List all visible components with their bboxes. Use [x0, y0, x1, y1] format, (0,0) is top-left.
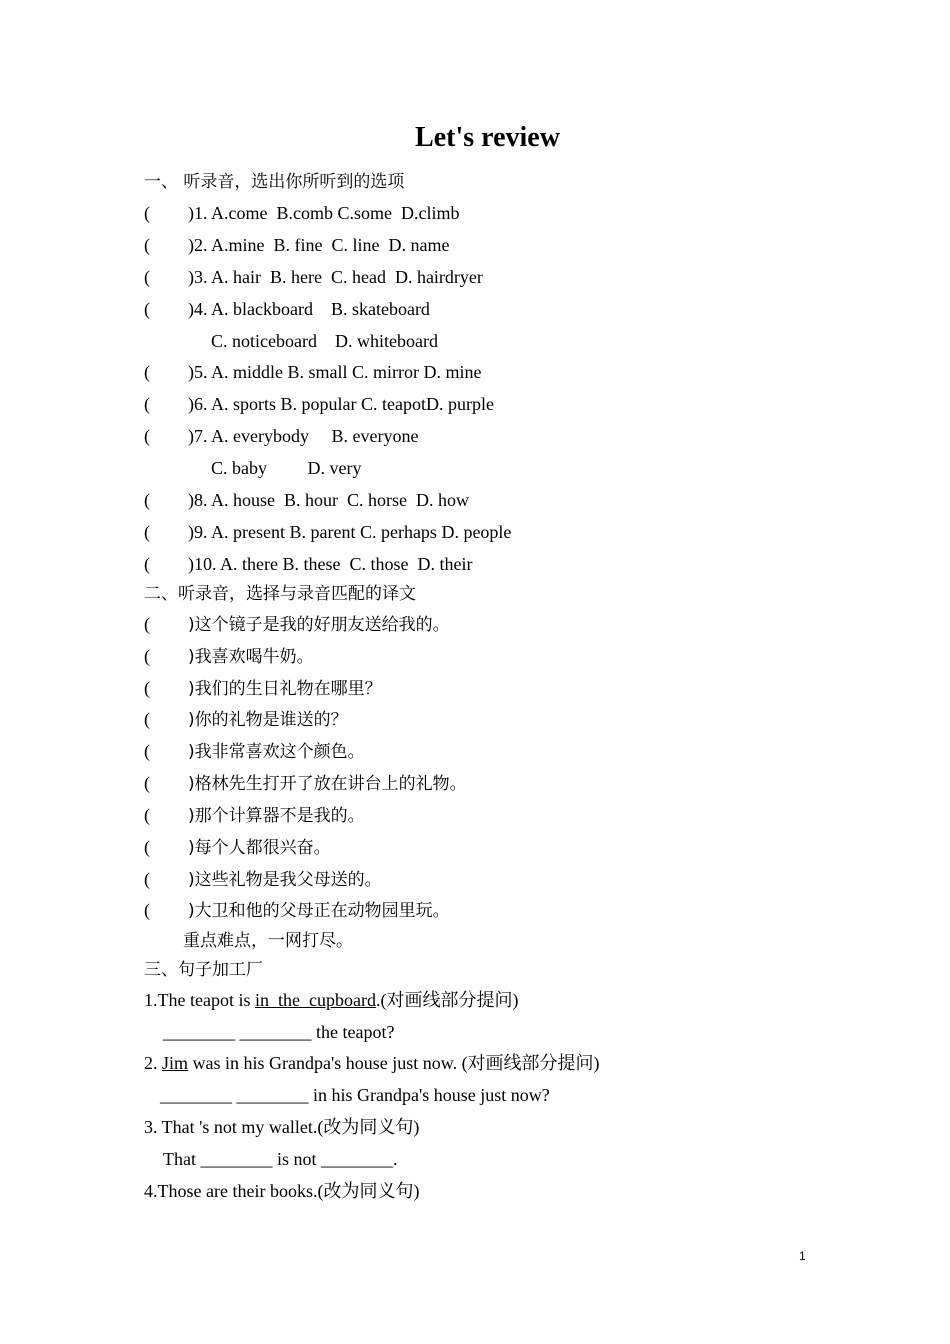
- exercise-2: 2. Jim was in his Grandpa's house just now. (对画线部分提问): [144, 1053, 600, 1073]
- section-3-heading: 三、句子加工厂: [144, 960, 263, 980]
- translation-row: ( )我非常喜欢这个颜色。: [144, 741, 365, 762]
- translation-row: ( )这些礼物是我父母送的。: [144, 869, 382, 890]
- exercise-1: 1.The teapot is in the cupboard.(对画线部分提问): [144, 990, 519, 1010]
- translation-row: ( )你的礼物是谁送的？: [144, 709, 348, 730]
- question-row: ( )1. A.come B.comb C.some D.climb: [144, 203, 460, 223]
- exercise-4: 4.Those are their books.(改为同义句): [144, 1181, 420, 1201]
- translation-row: ( )我喜欢喝牛奶。: [144, 646, 314, 667]
- question-row-continued: C. noticeboard D. whiteboard: [211, 331, 438, 351]
- exercise-1-answer: ________ ________ the teapot?: [163, 1022, 395, 1042]
- translation-row: ( )每个人都很兴奋。: [144, 837, 331, 858]
- section-2-heading: 二、听录音，选择与录音匹配的译文: [144, 584, 416, 604]
- page-title: Let's review: [415, 122, 560, 153]
- exercise-3: 3. That 's not my wallet.(改为同义句): [144, 1117, 420, 1137]
- question-row: ( )6. A. sports B. popular C. teapotD. purple: [144, 394, 494, 414]
- question-row: ( )10. A. there B. these C. those D. their: [144, 554, 473, 574]
- page-number: 1: [799, 1249, 806, 1263]
- question-row: ( )8. A. house B. hour C. horse D. how: [144, 490, 469, 510]
- exercise-2-answer: ________ ________ in his Grandpa's house just now?: [160, 1085, 550, 1105]
- section-2-note: 重点难点，一网打尽。: [183, 931, 353, 951]
- translation-row: ( )大卫和他的父母正在动物园里玩。: [144, 900, 450, 921]
- exercise-3-answer: That ________ is not ________.: [163, 1149, 398, 1169]
- question-row: ( )4. A. blackboard B. skateboard: [144, 299, 430, 319]
- question-row: ( )7. A. everybody B. everyone: [144, 426, 419, 446]
- section-1-heading: 一、 听录音，选出你所听到的选项: [144, 172, 405, 192]
- translation-row: ( )这个镜子是我的好朋友送给我的。: [144, 614, 450, 635]
- translation-row: ( )那个计算器不是我的。: [144, 805, 365, 826]
- question-row: ( )2. A.mine B. fine C. line D. name: [144, 235, 450, 255]
- translation-row: ( )我们的生日礼物在哪里？: [144, 678, 382, 699]
- question-row: ( )5. A. middle B. small C. mirror D. mine: [144, 362, 482, 382]
- question-row: ( )9. A. present B. parent C. perhaps D. people: [144, 522, 512, 542]
- translation-row: ( )格林先生打开了放在讲台上的礼物。: [144, 773, 467, 794]
- question-row-continued: C. baby D. very: [211, 458, 362, 478]
- question-row: ( )3. A. hair B. here C. head D. hairdryer: [144, 267, 483, 287]
